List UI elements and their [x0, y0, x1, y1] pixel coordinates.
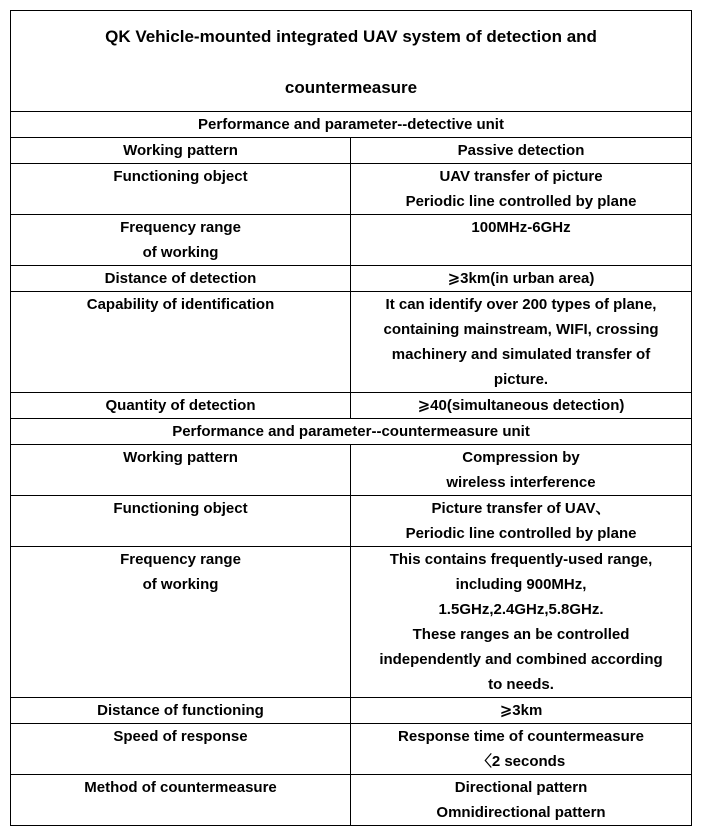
countermeasure-row — [11, 547, 692, 698]
param-name-line: Functioning object — [113, 168, 248, 185]
param-name-line: Distance of detection — [104, 270, 257, 287]
param-value-cell — [351, 496, 692, 547]
param-value-line: Periodic line controlled by plane — [405, 525, 637, 542]
countermeasure-row — [11, 698, 692, 724]
param-name-line: Speed of response — [113, 728, 248, 745]
param-value-line: picture. — [493, 371, 549, 388]
param-value-line: Compression by — [462, 449, 580, 466]
detective-row — [11, 292, 692, 393]
param-value-line: Directional pattern — [454, 779, 588, 796]
param-value-line: Passive detection — [457, 142, 585, 159]
detective-row — [11, 393, 692, 419]
param-name-line: Distance of functioning — [97, 702, 264, 719]
param-name-cell — [11, 393, 351, 419]
param-value-line: 100MHz-6GHz — [471, 219, 571, 236]
param-value-line: It can identify over 200 types of plane, — [385, 296, 657, 313]
param-value-line: containing mainstream, WIFI, crossing — [383, 321, 659, 338]
param-value-cell — [351, 266, 692, 292]
param-value-line: independently and combined according — [379, 651, 663, 668]
param-value-cell — [351, 164, 692, 215]
param-name-line: of working — [142, 244, 219, 261]
param-value-line: These ranges an be controlled — [412, 626, 630, 643]
param-name-line: Functioning object — [113, 500, 248, 517]
param-value-line: ⩾3km(in urban area) — [447, 270, 595, 287]
param-value-line: machinery and simulated transfer of — [391, 346, 651, 363]
param-value-line: to needs. — [488, 676, 554, 693]
param-name-cell — [11, 164, 351, 215]
title-row — [11, 11, 692, 112]
param-name-line: of working — [142, 576, 219, 593]
param-name-line: Frequency range — [120, 551, 241, 568]
detective-row — [11, 215, 692, 266]
param-value-line: 1.5GHz,2.4GHz,5.8GHz. — [438, 601, 604, 618]
detective-row — [11, 266, 692, 292]
countermeasure-row — [11, 724, 692, 775]
param-name-cell — [11, 215, 351, 266]
spec-table-body — [11, 11, 692, 826]
param-value-line: UAV transfer of picture — [439, 168, 603, 185]
param-name-cell — [11, 724, 351, 775]
table-title — [11, 11, 692, 112]
table-title-line-1: QK Vehicle-mounted integrated UAV system of detection and — [105, 27, 597, 46]
param-name-cell — [11, 547, 351, 698]
detective-unit-header: Performance and parameter--detective unit — [11, 112, 692, 138]
param-value-cell — [351, 215, 692, 266]
param-value-line: including 900MHz, — [455, 576, 587, 593]
param-value-cell — [351, 445, 692, 496]
param-value-line: This contains frequently-used range, — [389, 551, 653, 568]
param-name-cell — [11, 266, 351, 292]
param-name-cell — [11, 698, 351, 724]
section-header-row — [11, 419, 692, 445]
countermeasure-unit-header: Performance and parameter--countermeasure unit — [11, 419, 692, 445]
detective-row — [11, 138, 692, 164]
param-name-line: Working pattern — [123, 449, 238, 466]
param-name-line: Frequency range — [120, 219, 241, 236]
param-value-line: Picture transfer of UAV、 — [431, 500, 611, 517]
param-name-line: Quantity of detection — [105, 397, 256, 414]
param-name-cell — [11, 496, 351, 547]
param-value-line: wireless interference — [446, 474, 596, 491]
param-value-cell — [351, 138, 692, 164]
param-name-line: Method of countermeasure — [84, 779, 277, 796]
param-name-cell — [11, 775, 351, 826]
countermeasure-row — [11, 445, 692, 496]
countermeasure-row — [11, 496, 692, 547]
table-title-line-2: countermeasure — [284, 78, 418, 97]
param-name-cell — [11, 445, 351, 496]
detective-row — [11, 164, 692, 215]
param-value-line: Periodic line controlled by plane — [405, 193, 637, 210]
countermeasure-row — [11, 775, 692, 826]
param-value-line: ⩾3km — [499, 702, 543, 719]
param-name-cell — [11, 292, 351, 393]
param-value-line: Response time of countermeasure — [398, 728, 644, 745]
param-value-cell — [351, 547, 692, 698]
param-name-line: Working pattern — [123, 142, 238, 159]
spec-table — [10, 10, 692, 826]
param-name-line: Capability of identification — [86, 296, 275, 313]
param-value-line: Omnidirectional pattern — [436, 804, 606, 821]
param-value-line: 〈2 seconds — [476, 753, 566, 770]
section-header-row — [11, 112, 692, 138]
param-value-cell — [351, 724, 692, 775]
param-value-cell — [351, 292, 692, 393]
param-value-line: ⩾40(simultaneous detection) — [417, 397, 625, 414]
param-value-cell — [351, 775, 692, 826]
param-value-cell — [351, 393, 692, 419]
param-value-cell — [351, 698, 692, 724]
param-name-cell — [11, 138, 351, 164]
